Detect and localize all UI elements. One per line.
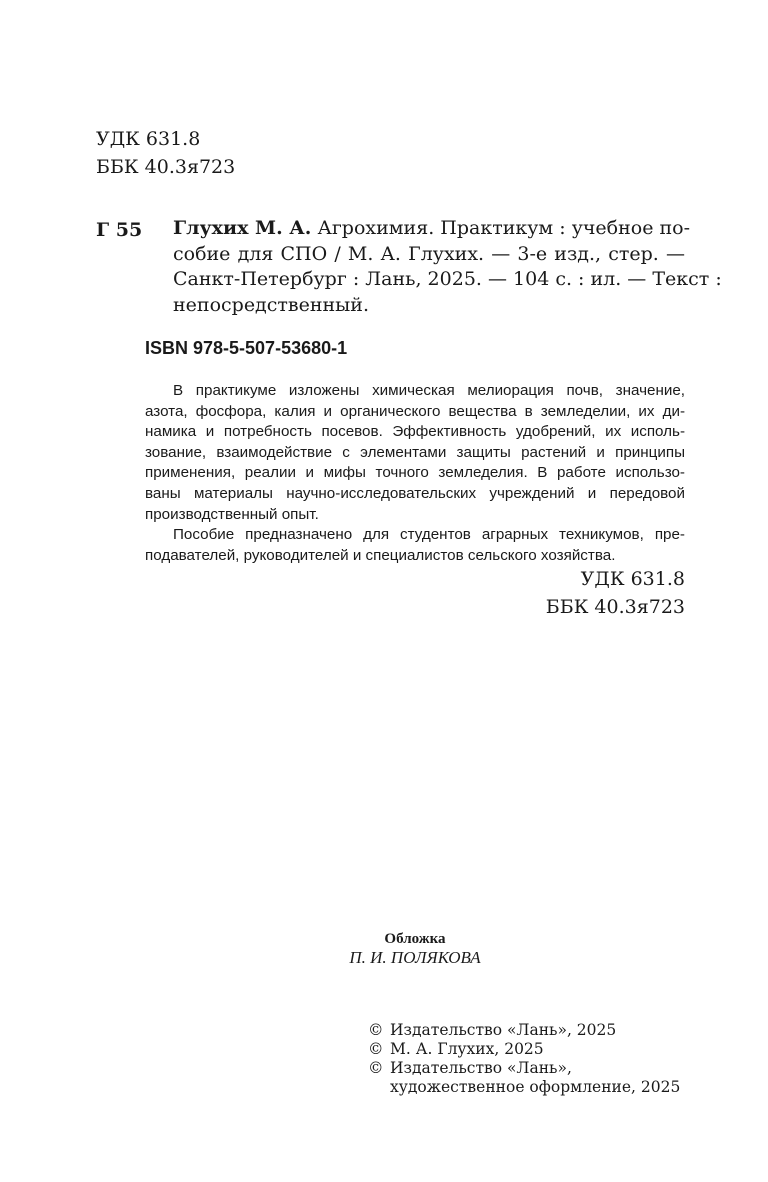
copyright-line bbox=[368, 1021, 680, 1040]
copyright-icon: © bbox=[368, 1059, 384, 1077]
biblio-line-1 bbox=[173, 216, 691, 242]
abstract-line: применения, реалии и мифы точного земледелия. В работе использо- bbox=[145, 464, 685, 482]
author-code: Г 55 bbox=[96, 219, 143, 241]
udk-code: УДК 631.8 bbox=[580, 568, 685, 590]
isbn: ISBN 978-5-507-53680-1 bbox=[145, 338, 348, 358]
cover-label: Обложка bbox=[384, 931, 446, 947]
biblio-line-2: собие для СПО / М. А. Глухих. — 3-е изд., стер. — bbox=[173, 242, 685, 265]
abstract-line: В практикуме изложены химическая мелиорация почв, значение, bbox=[173, 382, 685, 399]
cover-designer: П. И. ПОЛЯКОВА bbox=[349, 948, 481, 967]
bbk-code: ББК 40.3я723 bbox=[96, 156, 236, 178]
biblio-line-4: непосредственный. bbox=[173, 293, 370, 316]
abstract-line: производственный опыт. bbox=[145, 505, 319, 523]
copyright-text: Издательство «Лань», bbox=[390, 1059, 572, 1077]
copyright-icon: © bbox=[368, 1040, 384, 1058]
copyright-text: М. А. Глухих, 2025 bbox=[390, 1040, 544, 1058]
copyright-text: художественное оформление, 2025 bbox=[390, 1078, 681, 1096]
bbk-code: ББК 40.3я723 bbox=[545, 596, 685, 618]
copyright-line bbox=[368, 1078, 680, 1097]
abstract-line: намика и потребность посевов. Эффективность удобрений, их исполь- bbox=[145, 423, 685, 441]
copyright-icon: © bbox=[368, 1021, 384, 1039]
abstract-line: ваны материалы научно-исследовательских учреждений и передовой bbox=[145, 484, 685, 502]
abstract-line: подавателей, руководителей и специалистов сельского хозяйства. bbox=[145, 546, 616, 564]
abstract-line: зование, взаимодействие с элементами защиты растений и принципы bbox=[145, 443, 685, 461]
abstract-line: азота, фосфора, калия и органического вещества в земледелии, их ди- bbox=[145, 402, 685, 420]
author-name: Глухих М. А. bbox=[173, 217, 312, 239]
abstract bbox=[145, 381, 685, 566]
abstract-line: Пособие предназначено для студентов аграрных техникумов, пре- bbox=[173, 526, 685, 544]
copyright-text: Издательство «Лань», 2025 bbox=[390, 1021, 617, 1039]
copyright-line bbox=[368, 1040, 680, 1059]
copyright-line bbox=[368, 1059, 680, 1078]
classification-bottom bbox=[546, 565, 685, 621]
biblio-text: Агрохимия. Практикум : учебное по- bbox=[317, 217, 691, 239]
copyright-block bbox=[368, 1021, 680, 1097]
bibliographic-description bbox=[173, 216, 722, 318]
biblio-line-3: Санкт-Петербург : Лань, 2025. — 104 с. : ил. — Текст : bbox=[173, 268, 722, 290]
udk-code: УДК 631.8 bbox=[96, 128, 201, 150]
classification-top bbox=[96, 125, 235, 181]
